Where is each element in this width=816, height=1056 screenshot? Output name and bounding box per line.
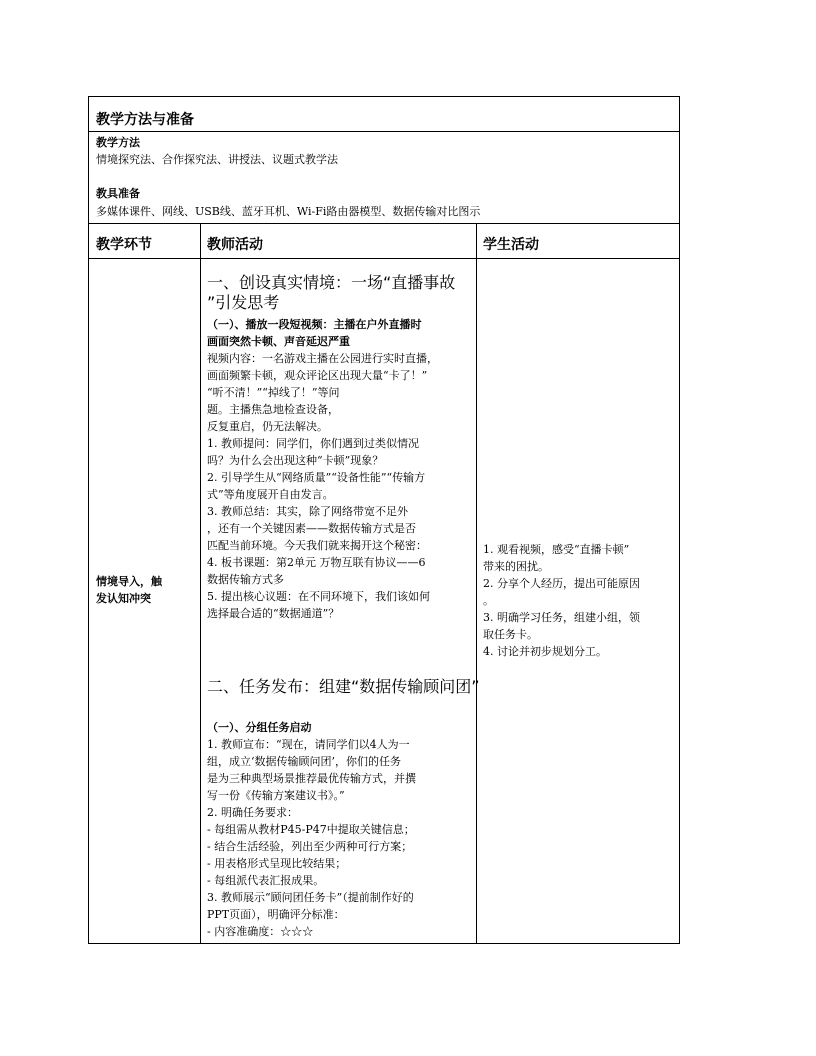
header-student-activity: 学生活动	[483, 237, 539, 253]
text-line: 画面频繁卡顿，观众评论区出现大量“卡了！”	[207, 369, 428, 382]
part2-item-4: - 结合生活经验，列出至少两种可行方案；	[207, 840, 413, 853]
text-line: 情境导入，触	[96, 575, 162, 588]
text-line: 3. 教师总结：其实，除了网络带宽不足外	[207, 505, 408, 518]
text-line: 题。主播焦急地检查设备，	[207, 403, 339, 416]
text-line: 2. 引导学生从“网络质量”“设备性能”“传输方	[207, 471, 426, 484]
text-line: 取任务卡。	[483, 628, 538, 641]
text-line: 1. 教师宣布：“现在，请同学们以4人为一	[207, 738, 410, 751]
text-line: 二、任务发布：组建“数据传输顾问团”	[207, 677, 480, 696]
part1-heading	[207, 273, 455, 313]
stage-label	[96, 573, 162, 607]
part2-item-7	[207, 889, 414, 923]
text-line: （一）、播放一段短视频：主播在户外直播时	[207, 318, 422, 331]
student-item-4: 4. 讨论并初步规划分工。	[483, 645, 607, 658]
part1-item-5	[207, 588, 430, 622]
text-line: ，还有一个关键因素——数据传输方式是否	[207, 522, 416, 535]
text-line: 1. 观看视频，感受“直播卡顿”	[483, 543, 630, 556]
text-line: 带来的困扰。	[483, 560, 549, 573]
part2-heading	[207, 677, 480, 697]
part1-subheading	[207, 316, 422, 350]
student-item-1	[483, 541, 629, 575]
text-line: 反复重启，仍无法解决。	[207, 420, 328, 433]
text-line: 一、创设真实情境：一场“直播事故	[207, 273, 456, 292]
text-line: 4. 板书课题：第2单元 万物互联有协议——6	[207, 556, 426, 569]
text-line: 1. 教师提问：同学们，你们遇到过类似情况	[207, 437, 419, 450]
part2-item-5: - 用表格形式呈现比较结果；	[207, 857, 347, 870]
text-line: 发认知冲突	[96, 592, 151, 605]
part2-item-2: 2. 明确任务要求：	[207, 806, 298, 819]
student-item-2	[483, 575, 640, 609]
text-line: 3. 明确学习任务，组建小组，领	[483, 611, 640, 624]
column-divider-1	[200, 224, 201, 943]
header-stage: 教学环节	[96, 237, 152, 253]
part1-item-4	[207, 554, 425, 588]
column-divider-2	[476, 224, 477, 943]
header-teacher-activity: 教师活动	[207, 237, 263, 253]
part1-item-3	[207, 503, 427, 554]
methods-text: 情境探究法、合作探究法、讲授法、议题式教学法	[96, 153, 338, 166]
text-line: ”引发思考	[207, 293, 280, 312]
rule-header-bottom	[89, 258, 679, 259]
text-line: 画面突然卡顿、声音延迟严重	[207, 335, 350, 348]
text-line: 数据传输方式多	[207, 573, 284, 586]
methods-label: 教学方法	[96, 136, 140, 149]
text-line: “听不清！”“掉线了！”等问	[207, 386, 340, 399]
part2-item-8: - 内容准确度：☆☆☆	[207, 925, 314, 938]
part1-item-2	[207, 469, 425, 503]
text-line: PPT页面），明确评分标准：	[207, 908, 345, 921]
part2-item-1	[207, 736, 416, 804]
text-line: 式”等角度展开自由发言。	[207, 488, 334, 501]
text-line: 匹配当前环境。今天我们就来揭开这个秘密：	[207, 539, 427, 552]
text-line: 5. 提出核心议题：在不同环境下，我们该如何	[207, 590, 430, 603]
section-title: 教学方法与准备	[96, 112, 194, 128]
part1-item-1	[207, 435, 419, 469]
text-line: 3. 教师展示“顾问团任务卡”（提前制作好的	[207, 891, 414, 904]
rule-title	[89, 131, 679, 132]
part2-subheading: （一）、分组任务启动	[207, 721, 312, 734]
text-line: 写一份《传输方案建议书》。”	[207, 789, 345, 802]
tools-label: 教具准备	[96, 187, 140, 200]
part1-body	[207, 350, 438, 435]
part2-item-6: - 每组派代表汇报成果。	[207, 874, 325, 887]
rule-prep-bottom	[89, 223, 679, 224]
text-line: 是为三种典型场景推荐最优传输方式，并撰	[207, 772, 416, 785]
text-line: 2. 分享个人经历，提出可能原因	[483, 577, 640, 590]
part2-item-3: - 每组需从教材P45-P47中提取关键信息；	[207, 823, 415, 836]
text-line: 视频内容：一名游戏主播在公园进行实时直播，	[207, 352, 438, 365]
student-item-3	[483, 609, 640, 643]
tools-text: 多媒体课件、网线、USB线、蓝牙耳机、Wi-Fi路由器模型、数据传输对比图示	[96, 205, 481, 218]
text-line: 。	[483, 594, 494, 607]
text-line: 吗？为什么会出现这种“卡顿”现象？	[207, 454, 384, 467]
text-line: 选择最合适的“数据通道”？	[207, 607, 340, 620]
text-line: 组，成立‘数据传输顾问团’，你们的任务	[207, 755, 401, 768]
